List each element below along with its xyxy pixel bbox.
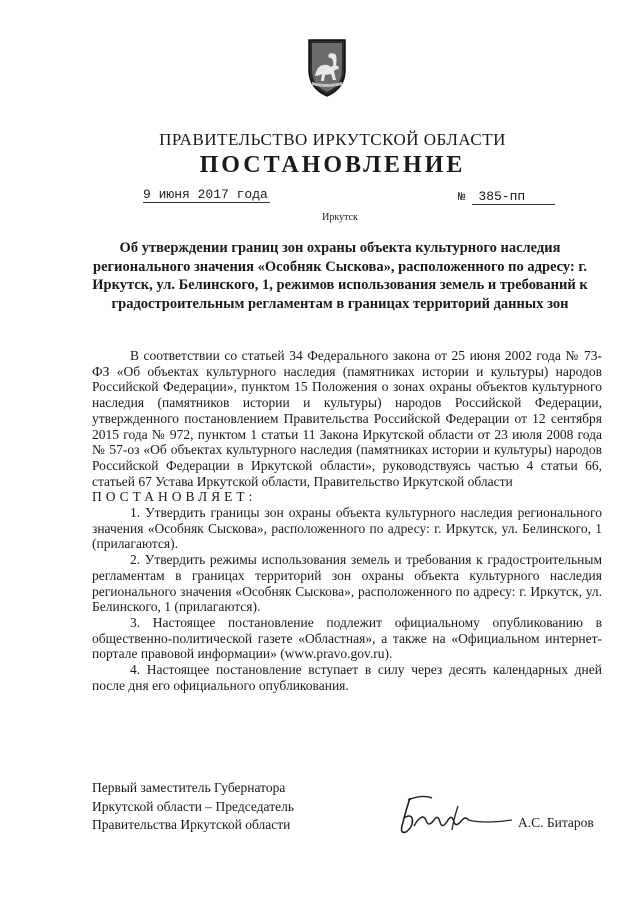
authority-name: ПРАВИТЕЛЬСТВО ИРКУТСКОЙ ОБЛАСТИ — [159, 130, 506, 149]
number-value: 385-пп — [472, 189, 555, 205]
signer-position-line: Первый заместитель Губернатора — [92, 780, 286, 795]
document-date: 9 июня 2017 года — [143, 187, 268, 202]
number-prefix: № — [458, 190, 466, 204]
document-type-heading: ПОСТАНОВЛЕНИЕ — [199, 152, 466, 178]
resolves-heading: ПОСТАНОВЛЯЕТ: — [92, 489, 257, 505]
item-paragraph-1: 1. Утвердить границы зон охраны объекта культурного наследия регионального значения «Особняк Сыскова», расположенного по адресу: г. Иркутск, ул. Белинского, 1 (прилагаются). — [92, 505, 602, 552]
item-paragraph-3: 3. Настоящее постановление подлежит официальному опубликованию в общественно-политической газете «Областная», а также на «Официальном интернет-портале правовой информации» (www.pravo.gov.ru). — [92, 614, 602, 662]
preamble-paragraph: В соответствии со статьей 34 Федерального закона от 25 июня 2002 года № 73-ФЗ «Об объектах культурного наследия (памятниках истории и культуры) народов Российской Федерации», пунктом 15 Положения о зонах охраны объектов культурного наследия (памятников истории и культуры) народов Российской Федерации, утвержденного постановлением Правительства Российской Федерации от 12 сентября 2015 года № 972, пунктом 1 статьи 11 Закона Иркутской области от 23 июля 2008 года № 57-оз «Об объектах культурного наследия (памятниках истории и культуры) народов Российской Федерации в Иркутской области», руководствуясь частью 4 статьи 66, статьей 67 Устава Иркутской области, Правительство Иркутской области — [92, 348, 602, 489]
document-title: Об утверждении границ зон охраны объекта культурного наследия регионального значения «Особняк Сыскова», расположенного по адресу: г. Иркутск, ул. Белинского, 1, режимов использования земель и требований к градостроительным регламентам в границах территорий данных зон — [92, 240, 588, 312]
signer-position-line: Правительства Иркутской области — [92, 817, 291, 832]
item-paragraph-4: 4. Настоящее постановление вступает в силу через десять календарных дней после дня его официального опубликования. — [92, 662, 602, 693]
signer-position — [92, 779, 294, 835]
signer-position-line: Иркутской области – Председатель — [92, 798, 294, 814]
document-number — [458, 189, 555, 204]
document-body — [92, 348, 602, 693]
item-paragraph-2: 2. Утвердить режимы использования земель и требования к градостроительным регламентам в границах территорий зон охраны объекта культурного наследия регионального значения «Особняк Сыскова», расположенного по адресу: г. Иркутск, ул. Белинского, 1 (прилагаются). — [92, 552, 602, 615]
irkutsk-coat-of-arms-icon — [303, 36, 351, 98]
city-name: Иркутск — [322, 212, 358, 223]
handwritten-signature — [388, 790, 518, 840]
signer-name: А.С. Битаров — [518, 815, 594, 830]
